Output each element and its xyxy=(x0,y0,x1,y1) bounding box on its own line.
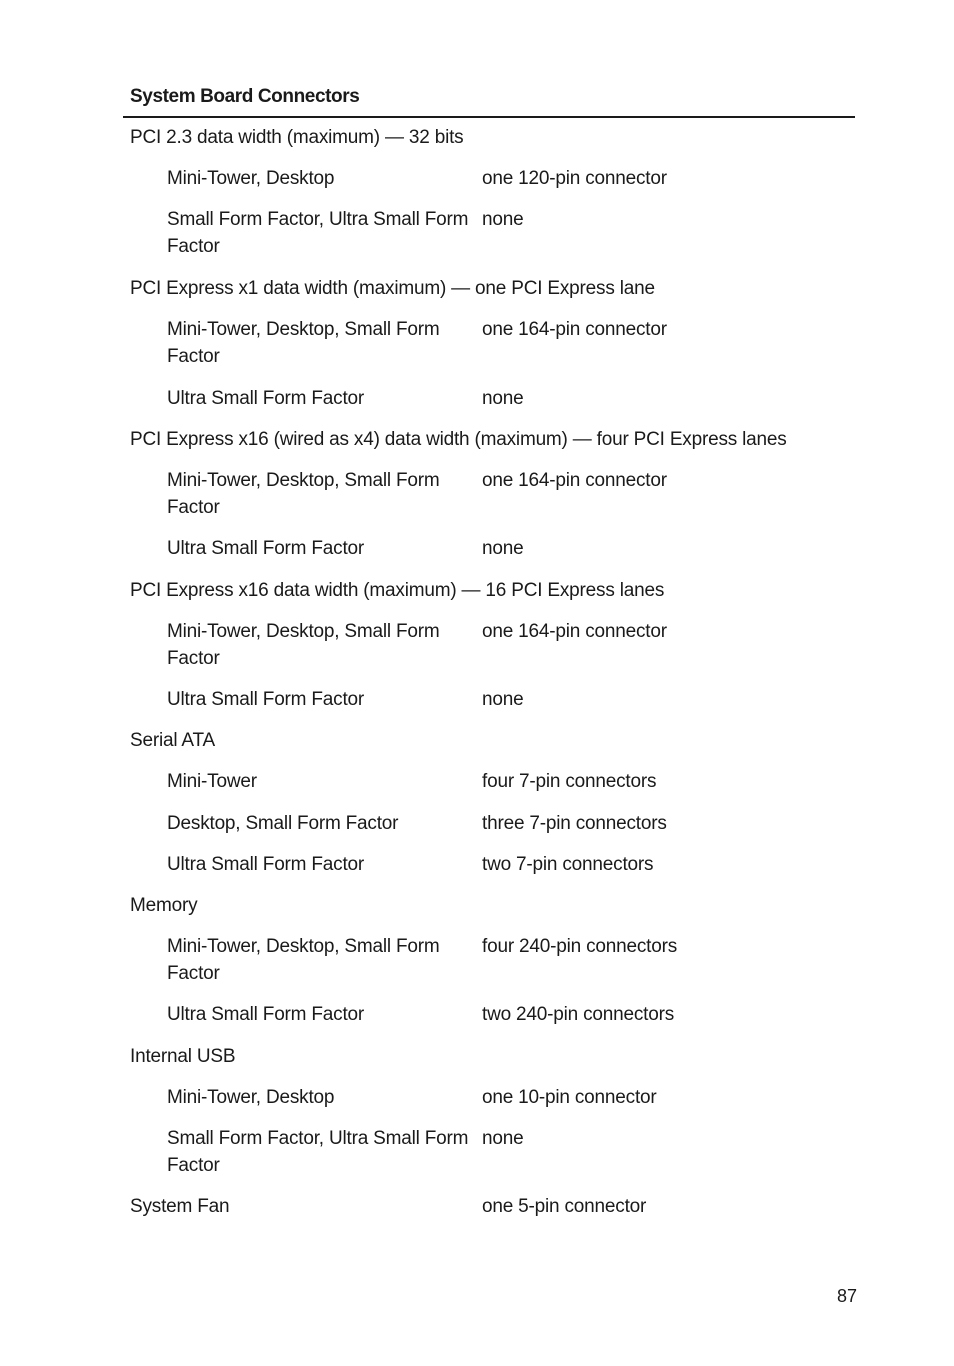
row-value: three 7-pin connectors xyxy=(482,813,667,834)
category-label: Memory xyxy=(130,895,198,916)
category-label: Internal USB xyxy=(130,1046,236,1067)
row-value: two 240-pin connectors xyxy=(482,1004,675,1025)
row-value: four 7-pin connectors xyxy=(482,771,657,792)
row-value: none xyxy=(482,538,524,559)
row-label: Desktop, Small Form Factor xyxy=(167,813,399,834)
category-label: PCI 2.3 data width (maximum) — 32 bits xyxy=(130,127,464,148)
category-label: PCI Express x16 data width (maximum) — 16 PCI Express lanes xyxy=(130,580,665,601)
row-label: Mini-Tower, Desktop, Small Form Factor xyxy=(167,319,440,367)
row-value: one 5-pin connector xyxy=(482,1196,647,1217)
row-label: Ultra Small Form Factor xyxy=(167,689,365,710)
row-value: one 120-pin connector xyxy=(482,168,667,189)
row-label: Ultra Small Form Factor xyxy=(167,388,365,409)
category-label: Serial ATA xyxy=(130,730,215,751)
heading-rule xyxy=(123,116,855,118)
row-value: one 164-pin connector xyxy=(482,621,667,642)
row-value: none xyxy=(482,209,524,230)
section-title: System Board Connectors xyxy=(130,86,360,107)
category-label: PCI Express x16 (wired as x4) data width (maximum) — four PCI Express lanes xyxy=(130,429,787,450)
row-label: Ultra Small Form Factor xyxy=(167,538,365,559)
row-value: none xyxy=(482,388,524,409)
row-label: Mini-Tower xyxy=(167,771,257,792)
category-label: PCI Express x1 data width (maximum) — one PCI Express lane xyxy=(130,278,655,299)
row-value: none xyxy=(482,1128,524,1149)
row-value: one 10-pin connector xyxy=(482,1087,657,1108)
row-label: Ultra Small Form Factor xyxy=(167,1004,365,1025)
row-label: Mini-Tower, Desktop, Small Form Factor xyxy=(167,936,440,984)
row-value: one 164-pin connector xyxy=(482,470,667,491)
category-label: System Fan xyxy=(130,1196,230,1217)
row-label: Small Form Factor, Ultra Small Form Factor xyxy=(167,209,469,257)
page-number: 87 xyxy=(837,1286,858,1306)
row-label: Ultra Small Form Factor xyxy=(167,854,365,875)
row-value: one 164-pin connector xyxy=(482,319,667,340)
row-label: Mini-Tower, Desktop, Small Form Factor xyxy=(167,621,440,669)
row-label: Mini-Tower, Desktop xyxy=(167,1087,335,1108)
row-label: Mini-Tower, Desktop, Small Form Factor xyxy=(167,470,440,518)
row-value: two 7-pin connectors xyxy=(482,854,654,875)
row-label: Small Form Factor, Ultra Small Form Factor xyxy=(167,1128,469,1176)
row-label: Mini-Tower, Desktop xyxy=(167,168,335,189)
row-value: four 240-pin connectors xyxy=(482,936,678,957)
row-value: none xyxy=(482,689,524,710)
